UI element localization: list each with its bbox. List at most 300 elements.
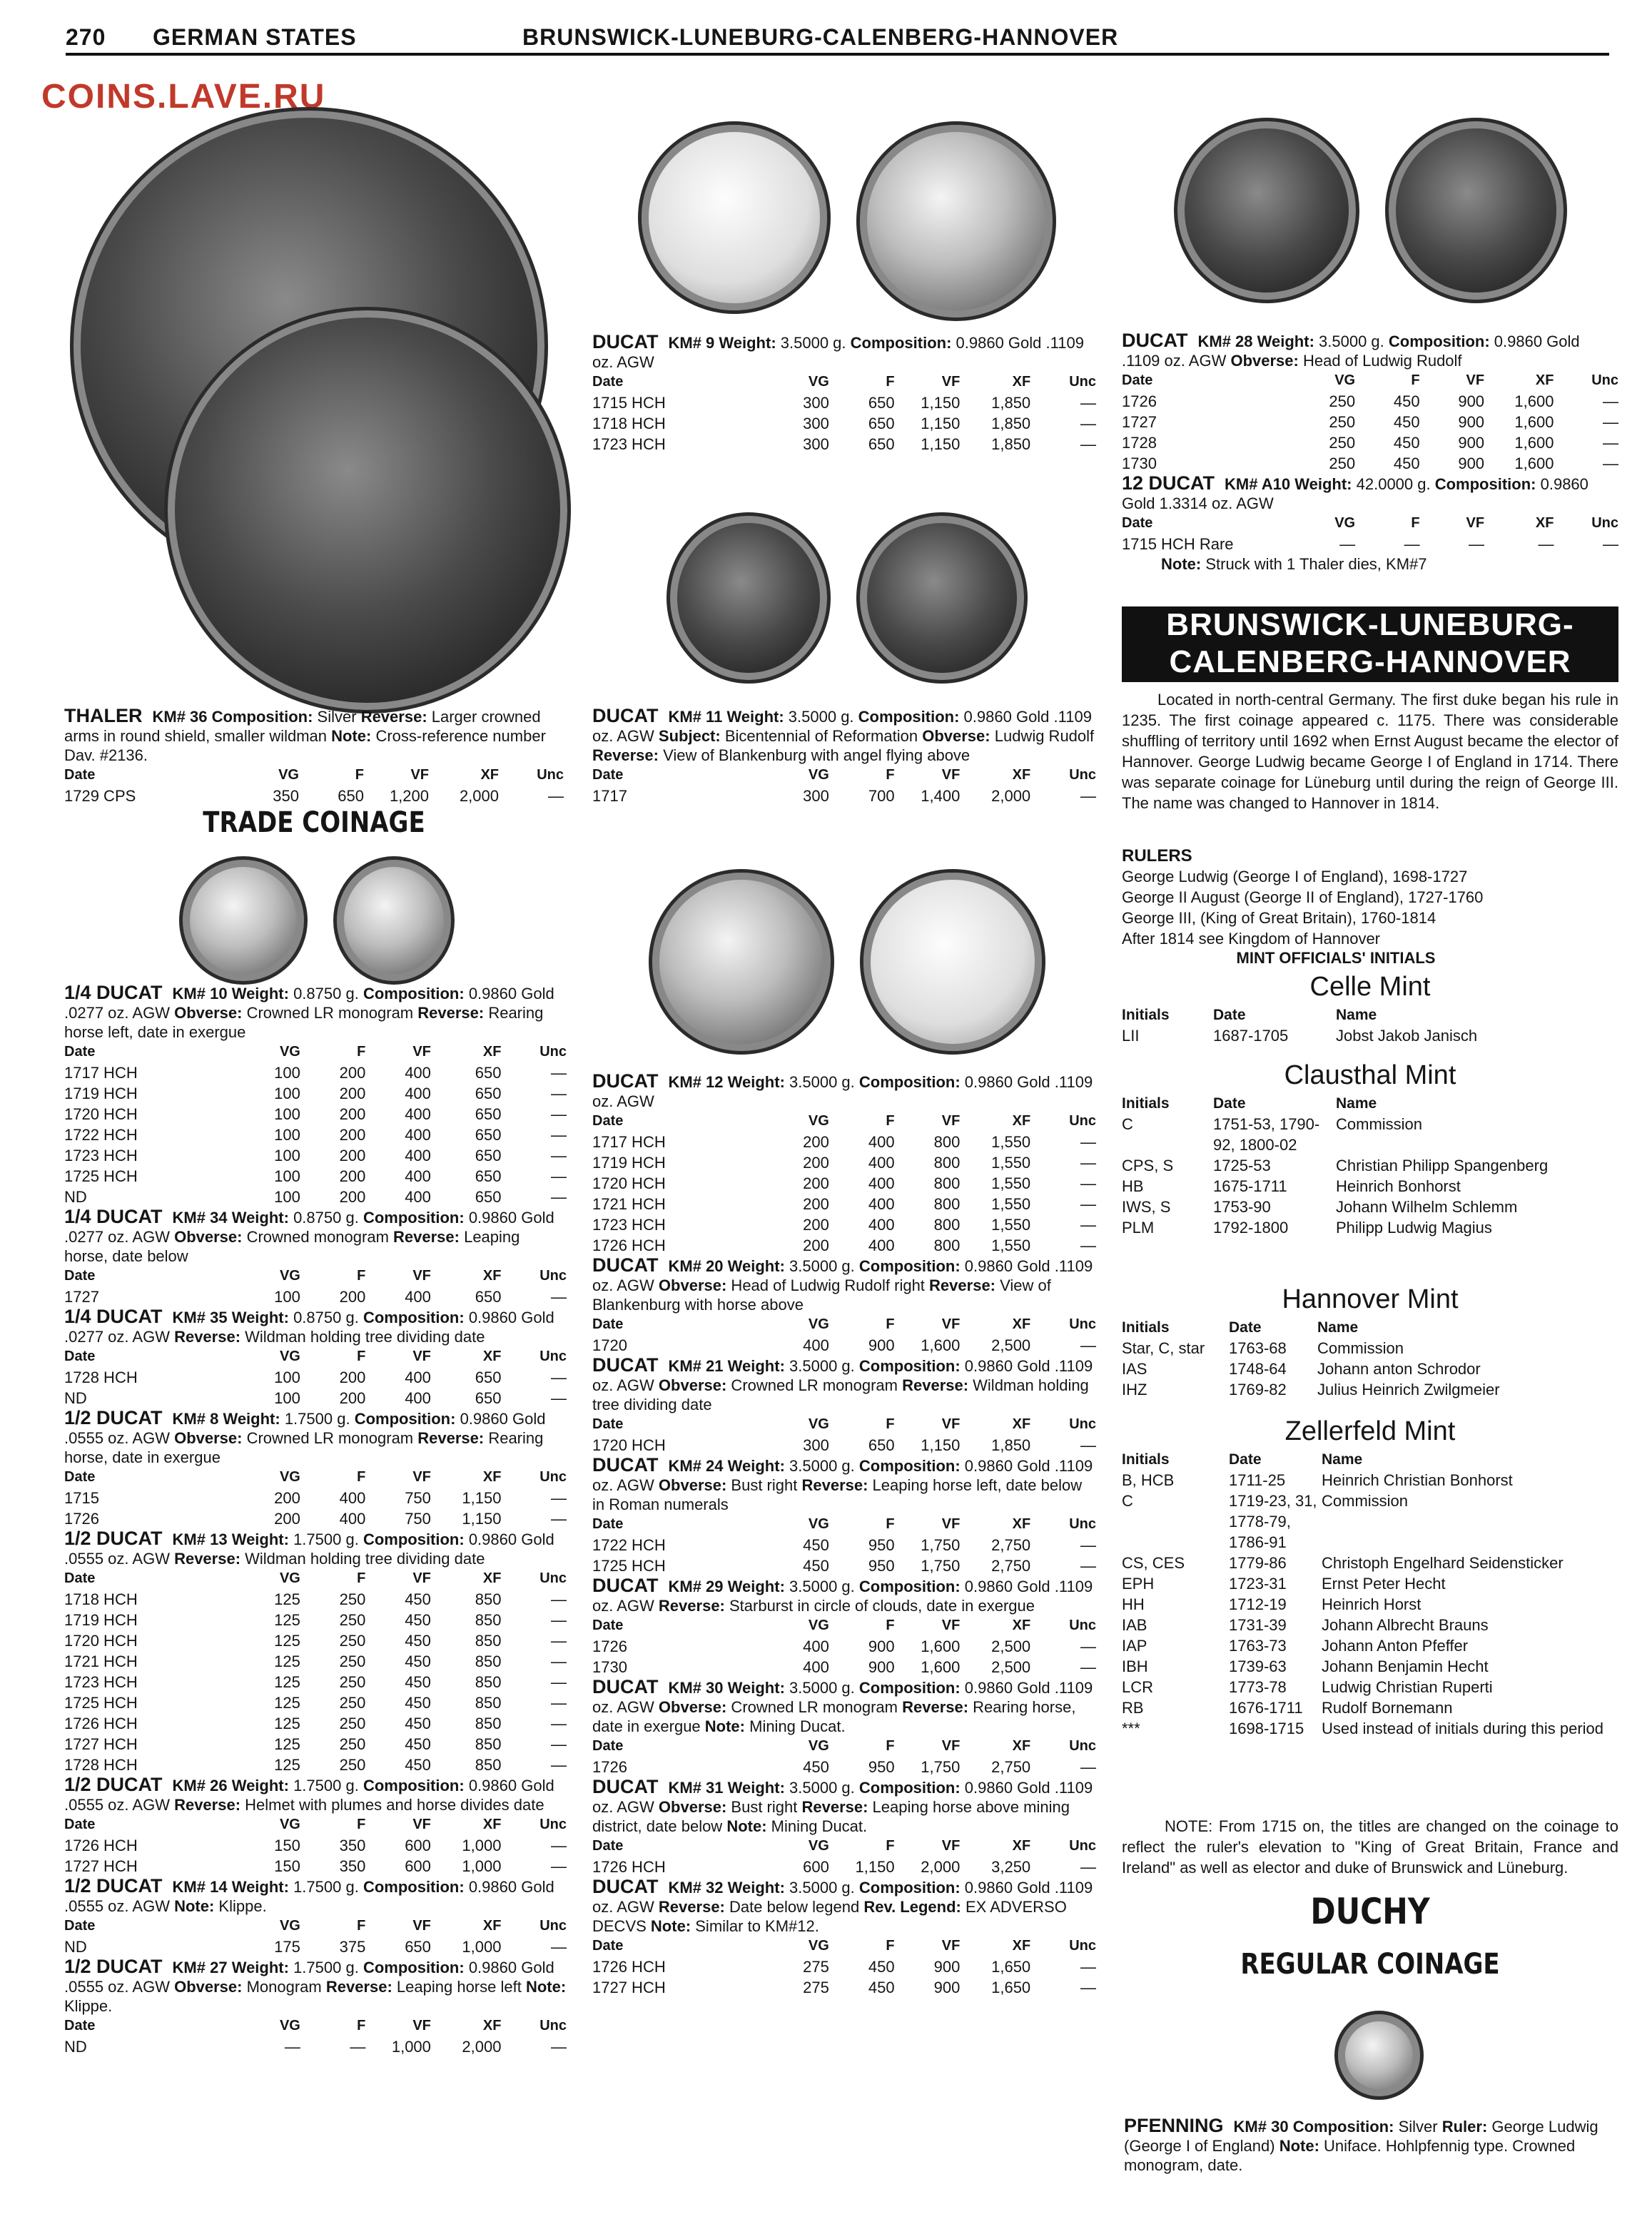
table-cell: 250 [339, 1632, 366, 1650]
mint-cell: Ernst Peter Hecht [1322, 1575, 1446, 1593]
table-cell: 650 [475, 1064, 502, 1082]
column-header: XF [482, 1918, 502, 1934]
entry-description: Weight: 1.7500 g. Composition: 0.9860 Gold .0555 oz. AGW Reverse: Wildman holding tree dividing date [64, 1530, 554, 1568]
table-cell: — [1404, 535, 1420, 553]
column-header: VG [808, 374, 829, 390]
column-header: VF [941, 1938, 961, 1954]
table-cell: — [551, 1105, 567, 1123]
km-number: KM# 26 [172, 1777, 228, 1794]
mint-cell: Johann Albrecht Brauns [1322, 1616, 1489, 1634]
table-row [592, 1757, 1096, 1777]
column-header: XF [1535, 372, 1554, 388]
table-cell: — [551, 1369, 567, 1386]
column-header: F [886, 767, 895, 783]
column-header: VF [412, 1469, 431, 1485]
mint-cell: 1676-1711 [1229, 1699, 1303, 1717]
table-cell: 250 [1329, 455, 1356, 472]
price-table [592, 372, 1096, 455]
table-cell: 250 [1329, 434, 1356, 452]
table-cell: 600 [803, 1858, 829, 1876]
table-cell: 900 [868, 1336, 895, 1354]
table-cell: 900 [933, 1979, 961, 1996]
entry-description: Weight: 3.5000 g. Composition: 0.9860 Gold .1109 oz. AGW Obverse: Bust right Reverse: Leaping horse above mining district, date below Note: Mining Ducat. [592, 1779, 1093, 1835]
column-header: VF [941, 1316, 961, 1332]
mint-cell: 1723-31 [1229, 1575, 1287, 1593]
table-cell: 400 [803, 1658, 829, 1676]
entry-description: Weight: 1.7500 g. Composition: 0.9860 Gold .0555 oz. AGW Reverse: Helmet with plumes and horse divides date [64, 1777, 554, 1814]
mint-cell: PLM [1122, 1219, 1155, 1237]
table-cell: 650 [475, 1126, 502, 1144]
column-header: VG [279, 1268, 300, 1284]
table-cell: 1,550 [991, 1174, 1031, 1192]
column-header: F [886, 374, 895, 390]
entry-description: Weight: 3.5000 g. Composition: 0.9860 Gold .1109 oz. AGW Obverse: Crowned LR monogram Reverse: Wildman holding tree dividing date [592, 1357, 1093, 1413]
column-header: XF [1012, 1618, 1031, 1633]
mint-officials-title: MINT OFFICIALS' INITIALS [1236, 949, 1436, 967]
column-header: XF [482, 1570, 502, 1586]
mint-row [1122, 1155, 1618, 1176]
price-table [64, 1916, 567, 1957]
table-row [64, 1672, 567, 1692]
table-cell: 1,600 [921, 1658, 961, 1676]
column-header: VF [941, 374, 961, 390]
table-cell: 1,750 [921, 1536, 961, 1554]
table-cell: 400 [405, 1064, 431, 1082]
table-cell: 850 [475, 1756, 502, 1774]
table-row [64, 1713, 567, 1734]
km-number: KM# 28 [1197, 332, 1253, 350]
table-cell: 200 [803, 1154, 829, 1172]
table-cell: 400 [405, 1389, 431, 1407]
table-cell: 850 [475, 1735, 502, 1753]
column-header: F [886, 1416, 895, 1432]
col2-entry [592, 706, 1096, 806]
price-table [64, 1467, 567, 1529]
table-cell: — [1080, 1436, 1096, 1454]
mint-heading: Hannover Mint [1282, 1284, 1459, 1314]
entry-title: 1/2 DUCAT [64, 1407, 163, 1428]
mint-row [1122, 1470, 1618, 1491]
table-cell: — [1080, 1536, 1096, 1554]
table-row [1122, 453, 1618, 474]
table-row [64, 1651, 567, 1672]
intro-paragraph: Located in north-central Germany. The first duke began his rule in 1235. The first coinage appeared c. 1175. There was considerable shuffling of territory until 1692 when Ernst August became the elector of Hannover. George Ludwig became George I of England in 1714. There was separate coinage for Lüneburg until during the reign of George III. The name was changed to Hannover in 1814. [1122, 691, 1618, 812]
table-cell: 1726 [592, 1638, 627, 1655]
column-header: Name [1336, 1095, 1377, 1112]
table-cell: 450 [868, 1958, 895, 1976]
table-row [592, 1235, 1096, 1256]
price-table [64, 1042, 567, 1207]
column-header: XF [482, 1268, 502, 1284]
table-cell: 850 [475, 1632, 502, 1650]
table-cell: 1727 [1122, 413, 1157, 431]
column-header: Date [592, 1316, 624, 1332]
table-cell: 1727 HCH [64, 1735, 138, 1753]
table-cell: 750 [405, 1489, 431, 1507]
entry-title: DUCAT [592, 1354, 659, 1376]
mint-cell: 1763-73 [1229, 1637, 1287, 1655]
price-table [592, 1836, 1096, 1877]
column-header: F [357, 1570, 366, 1586]
column-header: F [357, 2018, 366, 2034]
table-row [64, 1286, 567, 1307]
mint-cell: Heinrich Christian Bonhorst [1322, 1471, 1513, 1489]
price-table [1122, 370, 1618, 474]
mint-cell: LII [1122, 1027, 1140, 1045]
column-header: VG [808, 1516, 829, 1532]
table-cell: 1,150 [921, 435, 961, 453]
column-header: VG [278, 767, 299, 783]
mint-cell: Christoph Engelhard Seidensticker [1322, 1554, 1564, 1572]
price-table [64, 2016, 567, 2057]
column-header: Date [1229, 1451, 1262, 1468]
coin-entry [592, 1356, 1096, 1456]
table-cell: 450 [1393, 434, 1420, 452]
table-cell: 1720 HCH [592, 1436, 666, 1454]
coin-reverse-image [1385, 118, 1567, 303]
table-cell: 200 [339, 1167, 366, 1185]
entry-description: Weight: 3.5000 g. Composition: 0.9860 Gold .1109 oz. AGW [592, 1073, 1093, 1110]
table-cell: 600 [405, 1837, 431, 1854]
table-cell: 450 [405, 1590, 431, 1608]
table-cell: 125 [274, 1590, 300, 1608]
table-cell: — [1603, 413, 1618, 431]
column-header: VG [279, 1044, 300, 1060]
watermark: COINS.LAVE.RU [41, 78, 326, 116]
column-header: VG [1334, 515, 1356, 531]
km-number: KM# 31 [668, 1779, 724, 1797]
coin-obverse-image [667, 512, 831, 684]
table-cell: 1,000 [462, 1837, 502, 1854]
entry-title: DUCAT [592, 1454, 659, 1476]
entry-description: Composition: Silver Reverse: Larger crowned arms in round shield, smaller wildman Note: Cross-reference number Dav. #2136. [64, 708, 546, 764]
km9-coin-pair [592, 121, 1102, 321]
mint-cell: CS, CES [1122, 1554, 1185, 1572]
table-cell: 450 [405, 1632, 431, 1650]
table-cell: 1720 HCH [64, 1105, 138, 1123]
mint-row [1122, 1718, 1618, 1739]
table-cell: 400 [868, 1216, 895, 1234]
column-header: Date [64, 1268, 96, 1284]
table-cell: 1728 HCH [64, 1756, 138, 1774]
table-cell: 450 [405, 1735, 431, 1753]
table-cell: 400 [405, 1105, 431, 1123]
mint-cell: IHZ [1122, 1381, 1147, 1398]
table-cell: 150 [274, 1837, 300, 1854]
table-cell: 1718 HCH [592, 415, 666, 432]
table-cell: — [1080, 1858, 1096, 1876]
table-cell: 1,150 [855, 1858, 895, 1876]
mint-row [1122, 1656, 1618, 1677]
table-cell: 650 [475, 1288, 502, 1306]
table-cell: 1726 [64, 1510, 99, 1528]
mint-cell: RB [1122, 1699, 1144, 1717]
table-cell: 1717 HCH [64, 1064, 138, 1082]
table-cell: 100 [274, 1188, 300, 1206]
table-cell: 1723 HCH [592, 1216, 666, 1234]
table-cell: 650 [338, 787, 364, 805]
mint-row [1122, 1114, 1618, 1155]
table-cell: 150 [274, 1857, 300, 1875]
table-cell: — [1469, 535, 1485, 553]
mint-cell: 1751-53, 1790-92, 1800-02 [1213, 1115, 1320, 1154]
table-cell: 100 [274, 1369, 300, 1386]
page-title: BRUNSWICK-LUNEBURG-CALENBERG-HANNOVER [522, 24, 1119, 50]
table-cell: 2,500 [991, 1336, 1031, 1354]
table-cell: 300 [803, 394, 829, 412]
km11-coin-pair [592, 512, 1102, 684]
price-table [592, 1111, 1096, 1256]
coin-entry [64, 1877, 567, 1957]
mint-cell: HH [1122, 1595, 1145, 1613]
table-row [592, 1857, 1096, 1877]
table-cell: — [1080, 1557, 1096, 1575]
coin-entry [64, 1529, 567, 1775]
table-row [64, 1124, 567, 1145]
km-number: KM# 34 [172, 1209, 228, 1227]
coin-reverse-image [856, 512, 1028, 684]
entry-title: THALER [64, 705, 143, 726]
table-row [592, 392, 1096, 413]
table-cell: 350 [273, 787, 299, 805]
column-header: Date [592, 374, 624, 390]
table-cell: — [1080, 394, 1096, 412]
mint-table [1122, 1317, 1618, 1400]
column-header: Date [64, 1044, 96, 1060]
table-cell: — [1080, 1133, 1096, 1151]
table-cell: 200 [803, 1237, 829, 1254]
table-cell: 700 [868, 787, 895, 805]
column-header: VF [412, 1349, 431, 1364]
column-header: VF [412, 1570, 431, 1586]
column-header: F [886, 1316, 895, 1332]
column-header: VF [941, 767, 961, 783]
table-cell: — [551, 1652, 567, 1670]
mint-cell: 1739-63 [1229, 1657, 1287, 1675]
entry-description: Weight: 1.7500 g. Composition: 0.9860 Gold .0555 oz. AGW Obverse: Monogram Reverse: Leaping horse left Note: Klippe. [64, 1959, 567, 2015]
table-cell: 450 [1393, 392, 1420, 410]
km28-coin-pair [1120, 118, 1620, 303]
price-table [64, 1266, 567, 1307]
entry-title: PFENNING [1124, 2115, 1224, 2136]
coin-entry [64, 983, 567, 1207]
table-row [592, 1173, 1096, 1194]
table-cell: — [551, 1147, 567, 1164]
table-cell: 200 [803, 1216, 829, 1234]
column-header: VF [1466, 515, 1485, 531]
column-header: Unc [539, 1268, 567, 1284]
entry-title: 1/2 DUCAT [64, 1774, 163, 1795]
table-cell: 850 [475, 1611, 502, 1629]
mint-cell: IAS [1122, 1360, 1147, 1378]
column-header: VG [808, 1416, 829, 1432]
column-header: XF [482, 1469, 502, 1485]
table-cell: 900 [1458, 392, 1485, 410]
note-paragraph: NOTE: From 1715 on, the titles are changed on the coinage to reflect the ruler's elevation to "King of Great Britain, France and Ireland" as well as elector and duke of Brunswick and Lüneburg. [1122, 1817, 1618, 1877]
mint-cell: 1779-86 [1229, 1554, 1287, 1572]
mint-cell: Star, C, star [1122, 1339, 1205, 1357]
coin-obverse-image [179, 856, 308, 985]
table-cell: 850 [475, 1715, 502, 1732]
table-cell: 350 [339, 1857, 366, 1875]
table-cell: 250 [1329, 413, 1356, 431]
price-table [592, 1615, 1096, 1677]
table-cell: 100 [274, 1389, 300, 1407]
column-header: VF [941, 1838, 961, 1854]
table-cell: 650 [868, 435, 895, 453]
table-cell: 1,150 [921, 415, 961, 432]
column-header: XF [1012, 1938, 1031, 1954]
table-cell: — [551, 1590, 567, 1608]
table-row [592, 1435, 1096, 1456]
column-header: Unc [539, 1469, 567, 1485]
mint-row [1122, 1615, 1618, 1635]
table-cell: 1,600 [921, 1638, 961, 1655]
table-cell: — [1080, 1979, 1096, 1996]
table-row [64, 1835, 567, 1856]
entry-title: DUCAT [592, 1070, 659, 1092]
table-cell: 450 [405, 1652, 431, 1670]
mint-row [1122, 1176, 1618, 1197]
coin-entry [592, 1877, 1096, 1998]
column-header: XF [1012, 1516, 1031, 1532]
mint-cell: CPS, S [1122, 1157, 1174, 1174]
table-cell: — [551, 1837, 567, 1854]
mint-cell: EPH [1122, 1575, 1155, 1593]
table-cell: 450 [803, 1758, 829, 1776]
table-cell: 1,150 [921, 1436, 961, 1454]
table-cell: 250 [339, 1715, 366, 1732]
table-cell: 2,000 [921, 1858, 961, 1876]
table-cell: 1,000 [391, 2038, 431, 2056]
km-number: KM# 29 [668, 1578, 724, 1595]
table-cell: 850 [475, 1652, 502, 1670]
table-cell: 200 [339, 1147, 366, 1164]
table-cell: 275 [803, 1958, 829, 1976]
table-cell: 1,400 [921, 787, 961, 805]
quarter-ducat-coin-pair [64, 856, 569, 985]
column-header: Date [1229, 1319, 1262, 1336]
entry-description: Weight: 3.5000 g. Composition: 0.9860 Gold .1109 oz. AGW Obverse: Bust right Reverse: Leaping horse left, date below in Roman numerals [592, 1457, 1093, 1513]
table-cell: 125 [274, 1673, 300, 1691]
km-number: KM# A10 [1225, 475, 1291, 493]
table-cell: 650 [475, 1105, 502, 1123]
table-cell: 800 [933, 1174, 961, 1192]
mint-cell: 1773-78 [1229, 1678, 1287, 1696]
column-header: Unc [539, 1817, 567, 1832]
coin-entry [592, 1072, 1096, 1256]
column-header: Date [64, 1349, 96, 1364]
duchy-heading: DUCHY [1310, 1891, 1430, 1932]
column-header: Initials [1122, 1319, 1170, 1336]
table-cell: 1,000 [462, 1857, 502, 1875]
entry-description: Weight: 1.7500 g. Composition: 0.9860 Gold .0555 oz. AGW Note: Klippe. [64, 1878, 554, 1915]
table-cell: 1726 HCH [64, 1837, 138, 1854]
table-cell: 1725 HCH [592, 1557, 666, 1575]
column-header: F [357, 1817, 366, 1832]
coin-entry [64, 1408, 567, 1529]
table-cell: — [1080, 415, 1096, 432]
table-cell: 450 [405, 1694, 431, 1712]
table-row [64, 1692, 567, 1713]
column-header: Unc [1069, 1738, 1096, 1754]
table-cell: 400 [868, 1174, 895, 1192]
table-cell: 100 [274, 1064, 300, 1082]
table-cell: 1725 HCH [64, 1694, 138, 1712]
table-cell: 900 [868, 1638, 895, 1655]
price-table [64, 1568, 567, 1775]
rulers-list [1122, 866, 1618, 949]
table-row [592, 1956, 1096, 1977]
entry-description: Weight: 0.8750 g. Composition: 0.9860 Gold .0277 oz. AGW Reverse: Wildman holding tree dividing date [64, 1309, 554, 1346]
column-header: VG [279, 1570, 300, 1586]
mint-row [1122, 1635, 1618, 1656]
trade-coinage-heading: TRADE COINAGE [203, 806, 425, 839]
section-name: GERMAN STATES [153, 24, 357, 50]
table-cell: 300 [803, 1436, 829, 1454]
entry-title: DUCAT [592, 1876, 659, 1897]
column-header: Date [64, 2018, 96, 2034]
table-row [592, 1194, 1096, 1214]
mint-cell: Johann anton Schrodor [1317, 1360, 1481, 1378]
table-cell: ND [64, 1938, 87, 1956]
mint-row [1122, 1379, 1618, 1400]
table-cell: — [551, 1510, 567, 1528]
table-cell: 200 [339, 1288, 366, 1306]
table-row [64, 1104, 567, 1124]
column-header: XF [1012, 1738, 1031, 1754]
table-cell: 1726 HCH [592, 1858, 666, 1876]
entry-description: Weight: 3.5000 g. Composition: 0.9860 Gold .1109 oz. AGW Subject: Bicentennial of Reformation Obverse: Ludwig Rudolf Reverse: View of Blankenburg with angel flying above [592, 708, 1095, 764]
table-row [592, 786, 1096, 806]
coin-reverse-image [333, 856, 455, 985]
table-cell: 1719 HCH [64, 1611, 138, 1629]
table-row [592, 1152, 1096, 1173]
coin-entry [592, 1456, 1096, 1576]
km12-coin-pair [592, 869, 1102, 1055]
section-banner [1122, 606, 1618, 682]
table-cell: 1,150 [921, 394, 961, 412]
table-cell: 400 [405, 1167, 431, 1185]
table-cell: 2,000 [991, 787, 1031, 805]
column-header: Unc [1069, 1416, 1096, 1432]
table-cell: — [1080, 787, 1096, 805]
mint-cell: C [1122, 1115, 1133, 1133]
mint-cell: 1712-19 [1229, 1595, 1287, 1613]
table-cell: 1717 [592, 787, 627, 805]
table-cell: 900 [1458, 434, 1485, 452]
km-number: KM# 20 [668, 1257, 724, 1275]
km-number: KM# 11 [668, 708, 723, 726]
table-cell: 2,000 [462, 2038, 502, 2056]
table-row [64, 1589, 567, 1610]
table-cell: 125 [274, 1611, 300, 1629]
table-cell: — [551, 1064, 567, 1082]
coin-entry [592, 1256, 1096, 1356]
table-cell: 200 [339, 1188, 366, 1206]
table-cell: 125 [274, 1735, 300, 1753]
table-cell: 400 [868, 1237, 895, 1254]
table-cell: 1,550 [991, 1216, 1031, 1234]
table-cell: 100 [274, 1126, 300, 1144]
table-cell: 850 [475, 1673, 502, 1691]
table-cell: 1726 [592, 1758, 627, 1776]
column-header: VF [412, 2018, 431, 2034]
rulers-title: RULERS [1122, 846, 1192, 865]
table-row [64, 1367, 567, 1388]
table-cell: 200 [803, 1195, 829, 1213]
table-cell: — [551, 1857, 567, 1875]
